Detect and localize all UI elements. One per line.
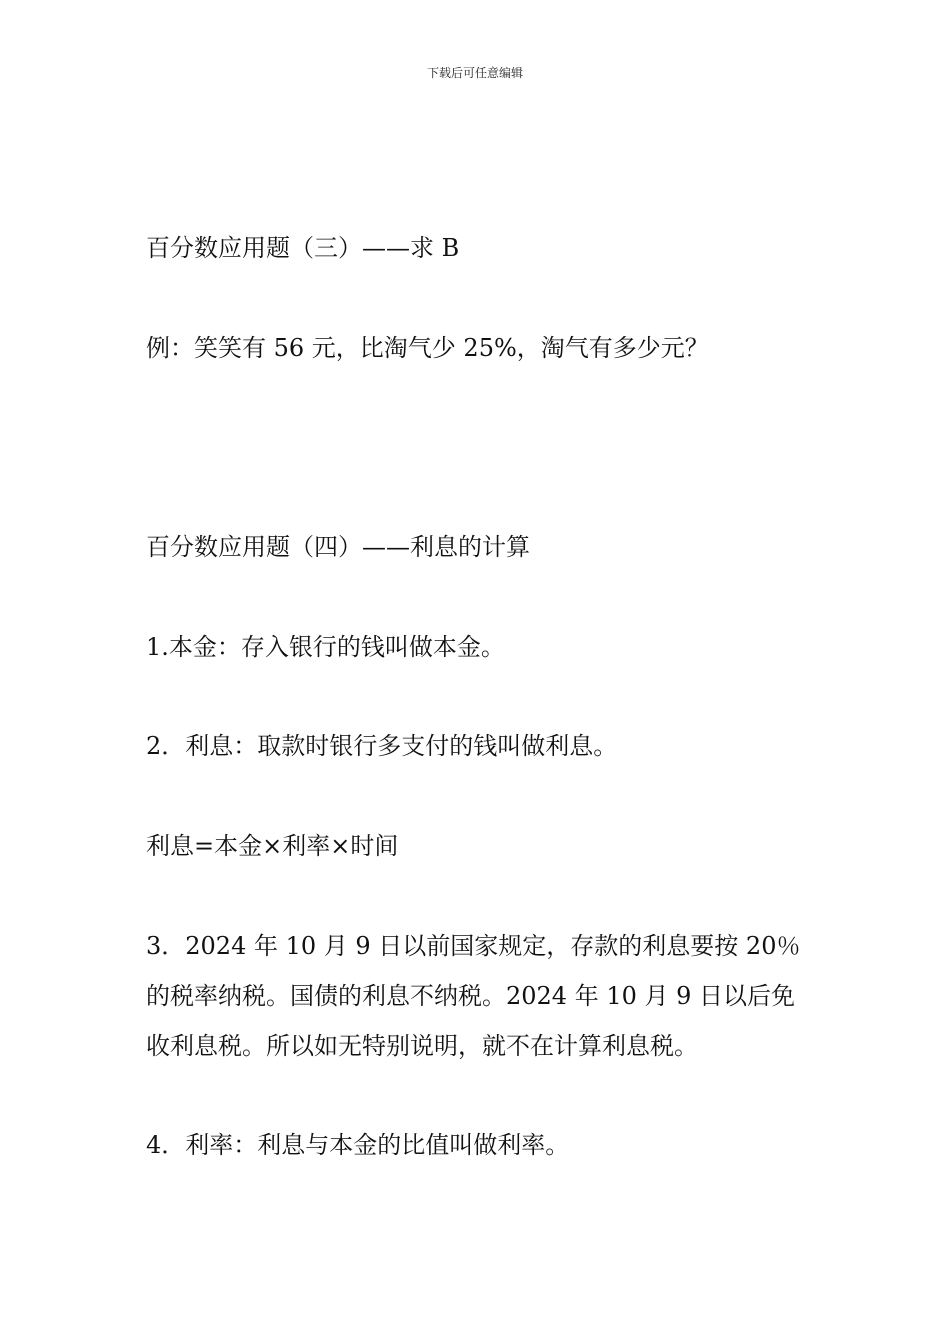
item-interest-tax-line-3: 收利息税。所以如无特别说明，就不在计算利息税。 (146, 1032, 698, 1060)
section-4-title: 百分数应用题（四）——利息的计算 (146, 533, 530, 561)
section-3-example: 例：笑笑有 56 元，比淘气少 25%，淘气有多少元？ (146, 334, 709, 362)
item-interest-rate: 4．利率：利息与本金的比值叫做利率。 (146, 1131, 570, 1159)
section-3-title: 百分数应用题（三）——求 B (146, 234, 460, 262)
item-interest-tax (146, 921, 826, 1071)
item-interest-tax-line-2: 的税率纳税。国债的利息不纳税。2024 年 10 月 9 日以后免 (146, 982, 796, 1010)
item-principal: 1.本金：存入银行的钱叫做本金。 (146, 633, 505, 661)
interest-formula: 利息=本金×利率×时间 (146, 832, 399, 860)
item-interest: 2．利息：取款时银行多支付的钱叫做利息。 (146, 732, 618, 760)
item-interest-tax-line-1: 3．2024 年 10 月 9 日以前国家规定，存款的利息要按 20％ (146, 932, 801, 960)
page-header-note: 下载后可任意编辑 (426, 66, 523, 80)
